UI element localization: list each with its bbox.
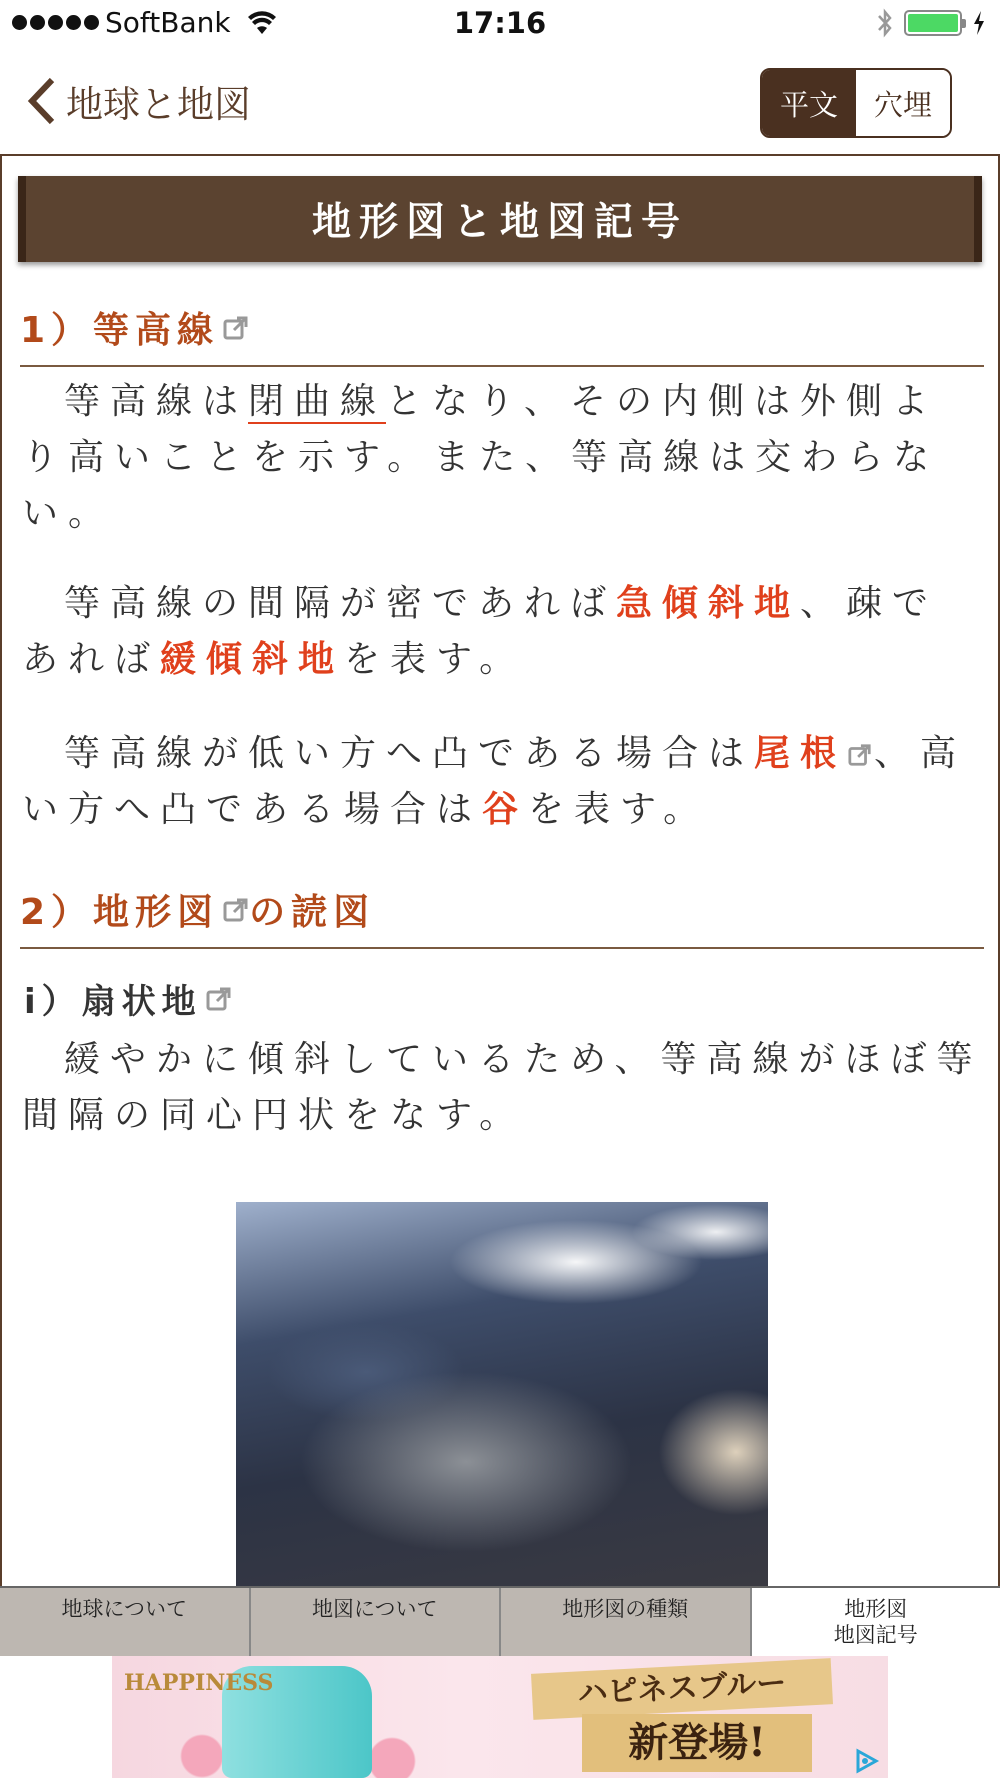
mode-segmented-control <box>760 68 952 138</box>
term-valley[interactable]: 谷 <box>482 789 529 830</box>
ad-product-name: ハピネスブルー <box>531 1658 833 1720</box>
status-bar <box>0 0 1000 50</box>
page-title: 地形図と地図記号 <box>18 176 982 262</box>
section-heading-text-suffix: の読図 <box>249 892 376 933</box>
tab-about-earth[interactable]: 地球について <box>0 1588 251 1656</box>
paragraph-closed-curve: 等高線は閉曲線となり、その内側は外側より高いことを示す。また、等高線は交わらない。 <box>22 381 940 534</box>
battery-icon <box>904 10 962 36</box>
ad-choices-icon[interactable] <box>854 1748 880 1774</box>
term-steep-slope[interactable]: 急傾斜地 <box>616 583 801 624</box>
back-label: 地球と地図 <box>66 83 251 126</box>
paragraph-alluvial-fan: 緩やかに傾斜しているため、等高線がほぼ等間隔の同心円状をなす。 <box>22 1039 983 1136</box>
navigation-bar <box>0 50 1000 154</box>
paragraph-slope: 等高線の間隔が密であれば急傾斜地、疎であれば緩傾斜地を表す。 <box>22 583 939 680</box>
bluetooth-icon <box>876 8 894 38</box>
alluvial-fan-aerial-photo <box>236 1202 768 1586</box>
section-heading-text: 1）等高線 <box>20 310 220 351</box>
ad-tagline: 新登場! <box>582 1714 812 1772</box>
segment-plain[interactable]: 平文 <box>762 70 856 136</box>
external-link-icon[interactable] <box>223 897 249 923</box>
tab-about-maps[interactable]: 地図について <box>251 1588 502 1656</box>
back-button[interactable] <box>26 74 251 128</box>
clock: 17:16 <box>453 6 547 40</box>
section-heading-text: 2）地形図 <box>20 892 220 933</box>
term-gentle-slope[interactable]: 緩傾斜地 <box>160 639 345 680</box>
section-heading-contour <box>20 302 984 367</box>
term-closed-curve[interactable]: 閉曲線 <box>248 381 387 422</box>
article-view[interactable] <box>0 154 1000 1586</box>
chevron-left-icon <box>26 76 56 126</box>
charging-icon <box>972 10 986 36</box>
external-link-icon[interactable] <box>848 743 872 767</box>
segment-fill-in[interactable]: 穴埋 <box>856 70 950 136</box>
subheading-alluvial-fan: i）扇状地 <box>24 974 232 1023</box>
section-heading-map-reading <box>20 884 984 949</box>
tab-topographic-symbols[interactable]: 地形図 地図記号 <box>752 1588 1000 1656</box>
ad-brand: HAPPINESS <box>124 1670 274 1696</box>
bottom-tab-bar <box>0 1586 1000 1656</box>
tab-map-types[interactable]: 地形図の種類 <box>501 1588 752 1656</box>
paragraph-ridge-valley: 等高線が低い方へ凸である場合は尾根 、高い方へ凸である場合は谷を表す。 <box>22 733 967 830</box>
external-link-icon[interactable] <box>206 986 232 1012</box>
carrier-label: SoftBank <box>105 6 231 39</box>
advertisement-banner[interactable] <box>112 1656 888 1778</box>
term-ridge[interactable]: 尾根 <box>754 733 847 774</box>
external-link-icon[interactable] <box>223 315 249 341</box>
